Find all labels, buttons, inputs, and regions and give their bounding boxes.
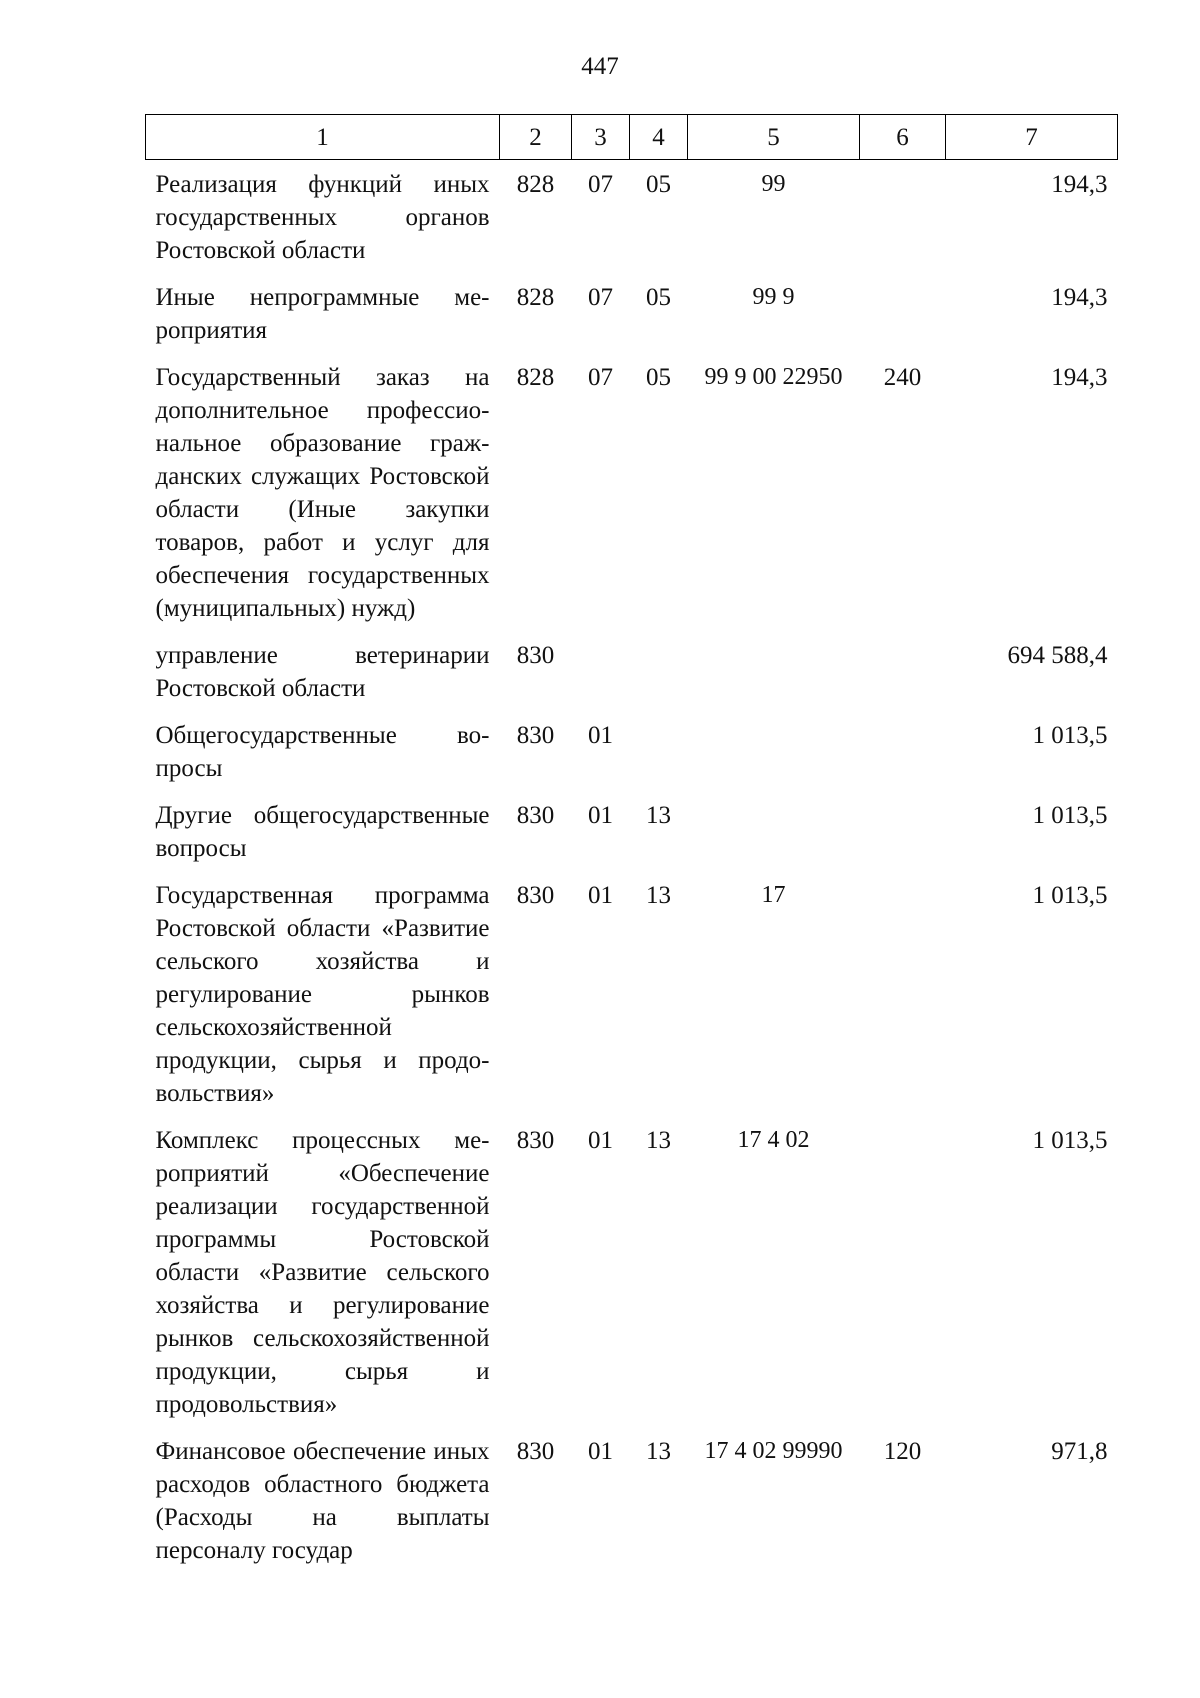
table-row: [146, 1124, 1118, 1435]
row-name: Финансовое обеспечение иных расходов областного бюджета (Расходы на выплаты персоналу государ: [155, 1438, 490, 1564]
row-name: Государственная программа Ростовской области «Развитие сельского хозяйства и регулирование рынков сельскохозяйственной продукции, сырья и продовольствия»: [155, 882, 490, 1107]
row-ministry-code: 830: [516, 1127, 555, 1154]
row-section: 01: [588, 802, 613, 829]
row-target-article: 17 4 02 99990: [704, 1438, 843, 1464]
row-amount: 194,3: [1051, 284, 1108, 311]
row-expense-type: [860, 1124, 946, 1435]
row-amount: 1 013,5: [1032, 1127, 1108, 1154]
row-subsection: 13: [646, 1127, 671, 1154]
row-section: 01: [588, 1127, 613, 1154]
row-ministry-code: 828: [516, 284, 555, 311]
table-row: [146, 639, 1118, 719]
header-row: [146, 115, 1118, 160]
row-target-article: 17 4 02: [737, 1127, 810, 1153]
row-target-article: 99 9: [752, 284, 795, 310]
row-amount: 1 013,5: [1032, 882, 1108, 909]
row-amount: 971,8: [1051, 1438, 1108, 1465]
table-row: [146, 160, 1118, 282]
row-target-article: 17: [761, 882, 786, 908]
row-amount: 1 013,5: [1032, 802, 1108, 829]
row-ministry-code: 828: [516, 364, 555, 391]
row-target-article: [688, 639, 860, 719]
row-expense-type: 240: [883, 364, 922, 391]
row-name: Комплекс процессных мероприятий «Обеспечение реализации государственной программы Ростовской области «Развитие сельского хозяйства и регулирование рынков сельскохозяйственной продукции, сырья и продовольствия»: [155, 1127, 490, 1418]
row-name: Иные непрограммные мероприятия: [155, 284, 490, 344]
row-subsection: [630, 719, 688, 799]
row-name: Государственный заказ на дополнительное профессиональное образование гражданских служащих Ростовской области (Иные закупки товаров, работ и услуг для обеспечения государственных (муниципальных) нужд): [155, 364, 490, 622]
header-col-6: 6: [860, 115, 946, 160]
row-ministry-code: 830: [516, 642, 555, 669]
header-col-3: 3: [572, 115, 630, 160]
row-amount: 194,3: [1051, 364, 1108, 391]
row-expense-type: [860, 639, 946, 719]
row-section: 07: [588, 284, 613, 311]
row-ministry-code: 830: [516, 882, 555, 909]
table-row: [146, 799, 1118, 879]
row-amount: 694 588,4: [1007, 642, 1108, 669]
row-section: 07: [588, 364, 613, 391]
header-col-5: 5: [688, 115, 860, 160]
row-subsection: 05: [646, 364, 671, 391]
row-amount: 1 013,5: [1032, 722, 1108, 749]
row-section: [572, 639, 630, 719]
row-amount: 194,3: [1051, 171, 1108, 198]
row-subsection: 05: [646, 284, 671, 311]
row-expense-type: [860, 281, 946, 361]
row-expense-type: 120: [883, 1438, 922, 1465]
row-ministry-code: 830: [516, 1438, 555, 1465]
header-col-4: 4: [630, 115, 688, 160]
row-target-article: 99: [761, 171, 786, 197]
row-subsection: 13: [646, 802, 671, 829]
row-target-article: [688, 719, 860, 799]
header-col-7: 7: [946, 115, 1118, 160]
table-row: [146, 719, 1118, 799]
row-target-article: [688, 799, 860, 879]
table-row: [146, 879, 1118, 1124]
row-section: 01: [588, 722, 613, 749]
row-name: Реализация функций иных государственных органов Ростовской области: [155, 171, 490, 264]
row-expense-type: [860, 879, 946, 1124]
row-expense-type: [860, 799, 946, 879]
row-subsection: 05: [646, 171, 671, 198]
row-subsection: 13: [646, 882, 671, 909]
row-name: управление ветеринарии Ростовской области: [155, 642, 490, 702]
table-row: [146, 281, 1118, 361]
row-expense-type: [860, 719, 946, 799]
row-target-article: 99 9 00 22950: [704, 364, 843, 390]
row-subsection: [630, 639, 688, 719]
header-col-2: 2: [500, 115, 572, 160]
row-expense-type: [860, 160, 946, 282]
row-name: Другие общегосударственные вопросы: [155, 802, 490, 862]
row-name: Общегосударственные вопросы: [155, 722, 490, 782]
header-col-1: 1: [146, 115, 500, 160]
row-subsection: 13: [646, 1438, 671, 1465]
row-ministry-code: 828: [516, 171, 555, 198]
row-section: 01: [588, 882, 613, 909]
row-section: 07: [588, 171, 613, 198]
table-row: [146, 361, 1118, 639]
row-ministry-code: 830: [516, 722, 555, 749]
budget-table: [145, 114, 1118, 1581]
table-row: [146, 1435, 1118, 1581]
row-section: 01: [588, 1438, 613, 1465]
row-ministry-code: 830: [516, 802, 555, 829]
page-number: 447: [581, 53, 619, 80]
